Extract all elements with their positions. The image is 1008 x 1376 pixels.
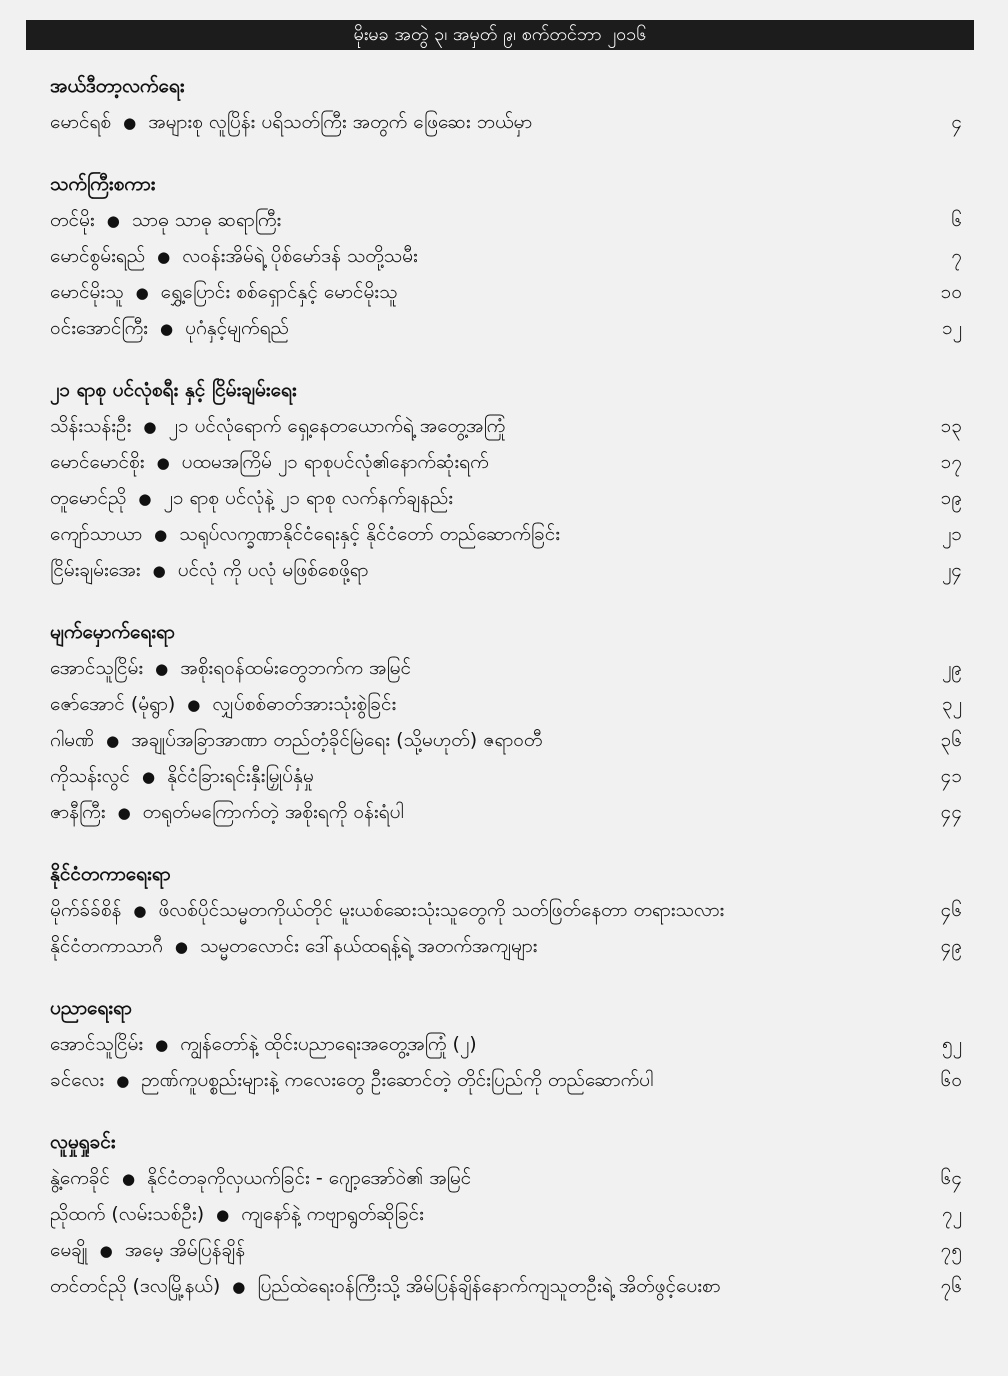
bullet-separator: ● — [160, 320, 174, 338]
toc-entry — [50, 480, 962, 516]
entry-text — [50, 722, 542, 759]
page-number: ၇၆ — [940, 1275, 962, 1297]
bullet-separator: ● — [116, 1072, 130, 1090]
page-number: ၄၆ — [940, 899, 962, 921]
entry-author: ကိုသန်းလွင် — [50, 765, 130, 787]
entry-title: ရွှေ့ပြောင်း စစ်ရှောင်နှင့် မောင်မိုးသူ — [160, 281, 398, 303]
entry-title: ပြည်ထဲရေးဝန်ကြီးသို့ အိမ်ပြန်ချိန်နောက်ကျသူတဦးရဲ့ အိတ်ဖွင့်ပေးစာ — [257, 1275, 721, 1297]
bullet-separator: ● — [141, 768, 156, 786]
section-title: ၂၁ ရာစု ပင်လုံစရီး နှင့် ငြိမ်းချမ်းရေး — [50, 379, 297, 401]
toc-entry — [50, 274, 962, 310]
bullet-separator: ● — [123, 114, 137, 132]
entry-text — [50, 104, 532, 141]
toc-section — [50, 614, 962, 830]
entry-author: ကျော်သာယာ — [50, 523, 143, 545]
page-number: ၄၄ — [940, 801, 962, 823]
entry-text — [50, 274, 398, 311]
page-number: ၄ — [951, 111, 962, 133]
bullet-separator: ● — [121, 1170, 136, 1188]
page-number: ၆ — [951, 209, 962, 231]
entry-text — [50, 1268, 721, 1305]
page-number: ၂၉ — [941, 657, 962, 679]
entry-text — [50, 444, 489, 481]
toc-entry — [50, 758, 962, 794]
page-number: ၇၅ — [940, 1239, 962, 1261]
entry-text — [50, 758, 314, 795]
entry-author: ဇာနီကြီး — [50, 801, 106, 823]
bullet-separator: ● — [155, 660, 169, 678]
bullet-separator: ● — [174, 938, 188, 956]
page-number: ၅၂ — [941, 1033, 962, 1055]
entry-text — [50, 310, 289, 347]
toc-entry — [50, 444, 962, 480]
toc-entry — [50, 552, 962, 588]
entry-title: ၂၁ ရာစု ပင်လုံနဲ့ ၂၁ ရာစု လက်နက်ချနည်း — [163, 487, 454, 509]
toc-entry — [50, 686, 962, 722]
entry-title: နိုင်ငံတခုကိုလှယက်ခြင်း - ဂျော့အော်ဝဲ၏ အမြင် — [147, 1167, 472, 1189]
bullet-separator: ● — [187, 696, 201, 714]
magazine-header: မိုးမခ အတွဲ ၃၊ အမှတ် ၉၊ စက်တင်ဘာ ၂၀၁၆ — [26, 20, 974, 50]
toc-section — [50, 68, 962, 140]
entry-author: မိုက်ခ်ခ်စိန် — [50, 899, 122, 921]
entry-text — [50, 1026, 477, 1063]
entry-author: မောင်မောင်စိုး — [50, 451, 145, 473]
entry-title: လျှပ်စစ်ဓာတ်အားသုံးစွဲခြင်း — [212, 693, 397, 715]
entry-text — [50, 516, 560, 553]
entry-author: ဇော်အောင် (မုံရွာ) — [50, 693, 176, 715]
entry-title: ၂၁ ပင်လုံရောက် ရှေ့နေတယောက်ရဲ့ အတွေ့အကြုံ — [168, 415, 506, 437]
entry-title: အမေ့ အိမ်ပြန်ချိန် — [124, 1239, 246, 1261]
entry-title: တရုတ်မကြောက်တဲ့ အစိုးရကို ဝန်းရံပါ — [142, 801, 404, 823]
entry-title: ဖိလစ်ပိုင်သမ္မတကိုယ်တိုင် မူးယစ်ဆေးသုံးသူတွေကို သတ်ဖြတ်နေတာ တရားသလား — [158, 899, 725, 921]
page-number: ၁၃ — [940, 415, 962, 437]
entry-title: သာဓု သာဓု ဆရာကြီး — [131, 209, 282, 231]
toc-entry — [50, 1026, 962, 1062]
page-number: ၇၂ — [941, 1203, 962, 1225]
bullet-separator: ● — [135, 284, 149, 302]
page-number: ၄၉ — [940, 935, 962, 957]
table-of-contents — [50, 68, 962, 1330]
entry-text — [50, 1232, 245, 1269]
entry-author: ဂါမဏိ — [50, 729, 95, 751]
entry-text — [50, 928, 537, 965]
bullet-separator: ● — [152, 562, 166, 580]
entry-text — [50, 202, 281, 239]
toc-entry — [50, 1196, 962, 1232]
entry-title: အများစု လူပြိန်း ပရိသတ်ကြီး အတွက် ဖြေဆေး ဘယ်မှာ — [148, 111, 533, 133]
entry-author: အောင်သူငြိမ်း — [50, 657, 144, 679]
bullet-separator: ● — [133, 902, 147, 920]
entry-title: နိုင်ငံခြားရင်းနှီးမြှုပ်နှံမှု — [167, 765, 314, 787]
entry-author: သိန်းသန်းဦး — [50, 415, 132, 437]
entry-text — [50, 238, 418, 275]
entry-title: ဉာဏ်ကူပစ္စည်းများနဲ့ ကလေးတွေ ဦးဆောင်တဲ့ တိုင်းပြည်ကို တည်ဆောက်ပါ — [141, 1069, 654, 1091]
toc-entry — [50, 1062, 962, 1098]
page-number: ၁၂ — [941, 317, 962, 339]
entry-title: ကျွန်တော်နဲ့ ထိုင်းပညာရေးအတွေ့အကြုံ (၂) — [180, 1033, 477, 1055]
entry-text — [50, 480, 453, 517]
toc-section — [50, 372, 962, 588]
toc-entry — [50, 310, 962, 346]
toc-entry — [50, 516, 962, 552]
entry-title: ပင်လုံ ကို ပလုံ မဖြစ်စေဖို့ရာ — [177, 559, 369, 581]
bullet-separator: ● — [216, 1206, 230, 1224]
page-number: ၁၀ — [940, 281, 962, 303]
entry-author: မောင်စွမ်းရည် — [50, 245, 146, 267]
toc-entry — [50, 238, 962, 274]
section-title: သက်ကြီးစကား — [50, 173, 156, 195]
entry-author: တင်တင်ညို (ဒလမြို့နယ်) — [50, 1275, 221, 1297]
entry-title: လဝန်းအိမ်ရဲ့ ပိုစ်မော်ဒန် သတို့သမီး — [182, 245, 418, 267]
toc-section — [50, 990, 962, 1098]
entry-title: အစိုးရဝန်ထမ်းတွေဘက်က အမြင် — [180, 657, 412, 679]
entry-text — [50, 892, 724, 929]
entry-text — [50, 1062, 653, 1099]
entry-text — [50, 408, 505, 445]
page-number: ၂၁ — [941, 523, 962, 545]
toc-entry — [50, 722, 962, 758]
entry-text — [50, 1160, 471, 1197]
section-title: မျက်မှောက်ရေးရာ — [50, 621, 175, 643]
toc-entry — [50, 1160, 962, 1196]
page-number: ၁၇ — [940, 451, 962, 473]
entry-text — [50, 794, 404, 831]
entry-text — [50, 1196, 424, 1233]
entry-author: တူမောင်ညို — [50, 487, 127, 509]
bullet-separator: ● — [106, 212, 120, 230]
bullet-separator: ● — [155, 1036, 169, 1054]
section-title: ပညာရေးရာ — [50, 997, 132, 1019]
entry-author: ခင်လေး — [50, 1069, 105, 1091]
entry-title: ကျနော်နဲ့ ကဗျာရွတ်ဆိုခြင်း — [241, 1203, 424, 1225]
toc-entry — [50, 104, 962, 140]
page-number: ၄၁ — [940, 765, 962, 787]
bullet-separator: ● — [157, 248, 171, 266]
entry-title: သရုပ်လက္ခဏာနိုင်ငံရေးနှင့် နိုင်ငံတော် တည်ဆောက်ခြင်း — [179, 523, 561, 545]
toc-entry — [50, 892, 962, 928]
bullet-separator: ● — [117, 804, 131, 822]
bullet-separator: ● — [232, 1278, 246, 1296]
entry-author: မောင်ရစ် — [50, 111, 112, 133]
entry-title: အချုပ်အခြာအာဏာ တည်တံ့ခိုင်မြဲရေး (သို့မဟုတ်) ဇရာဝတီ — [131, 729, 543, 751]
entry-title: သမ္မတလောင်း ဒေါ်နယ်ထရန့်ရဲ့ အတက်အကျများ — [199, 935, 538, 957]
toc-section — [50, 1124, 962, 1304]
section-title: အယ်ဒီတာ့လက်ရေး — [50, 75, 185, 97]
bullet-separator: ● — [106, 732, 120, 750]
toc-entry — [50, 202, 962, 238]
toc-entry — [50, 650, 962, 686]
entry-author: ငြိမ်းချမ်းအေး — [50, 559, 141, 581]
entry-author: အောင်သူငြိမ်း — [50, 1033, 144, 1055]
page-number: ၂၄ — [941, 559, 962, 581]
bullet-separator: ● — [138, 490, 152, 508]
section-title: လူမှုရှုခင်း — [50, 1131, 116, 1153]
entry-author: နွဲ့ကေခိုင် — [50, 1167, 110, 1189]
toc-section — [50, 856, 962, 964]
entry-author: မောင်မိုးသူ — [50, 281, 124, 303]
page-number: ၃၆ — [940, 729, 962, 751]
entry-title: ပထမအကြိမ် ၂၁ ရာစုပင်လုံ၏နောက်ဆုံးရက် — [181, 451, 489, 473]
toc-section — [50, 166, 962, 346]
toc-entry — [50, 794, 962, 830]
entry-text — [50, 650, 411, 687]
entry-author: နိုင်ငံတကာသာဂီ — [50, 935, 163, 957]
entry-author: ဝင်းအောင်ကြီး — [50, 317, 149, 339]
toc-entry — [50, 1232, 962, 1268]
entry-title: ပုဂံနှင့်မျက်ရည် — [185, 317, 289, 339]
entry-text — [50, 686, 396, 723]
page-number: ၁၉ — [940, 487, 962, 509]
toc-entry — [50, 928, 962, 964]
page-number: ၆၄ — [940, 1167, 962, 1189]
bullet-separator: ● — [156, 454, 170, 472]
bullet-separator: ● — [99, 1242, 113, 1260]
page-number: ၃၂ — [941, 693, 962, 715]
section-title: နိုင်ငံတကာရေးရာ — [50, 863, 171, 885]
entry-author: မေချို — [50, 1239, 88, 1261]
entry-author: ညိုထက် (လမ်းသစ်ဦး) — [50, 1203, 205, 1225]
bullet-separator: ● — [154, 526, 168, 544]
entry-author: တင်မိုး — [50, 209, 95, 231]
page-number: ၆၀ — [940, 1069, 962, 1091]
page-number: ၇ — [951, 245, 962, 267]
toc-entry — [50, 1268, 962, 1304]
bullet-separator: ● — [143, 418, 157, 436]
entry-text — [50, 552, 368, 589]
toc-entry — [50, 408, 962, 444]
